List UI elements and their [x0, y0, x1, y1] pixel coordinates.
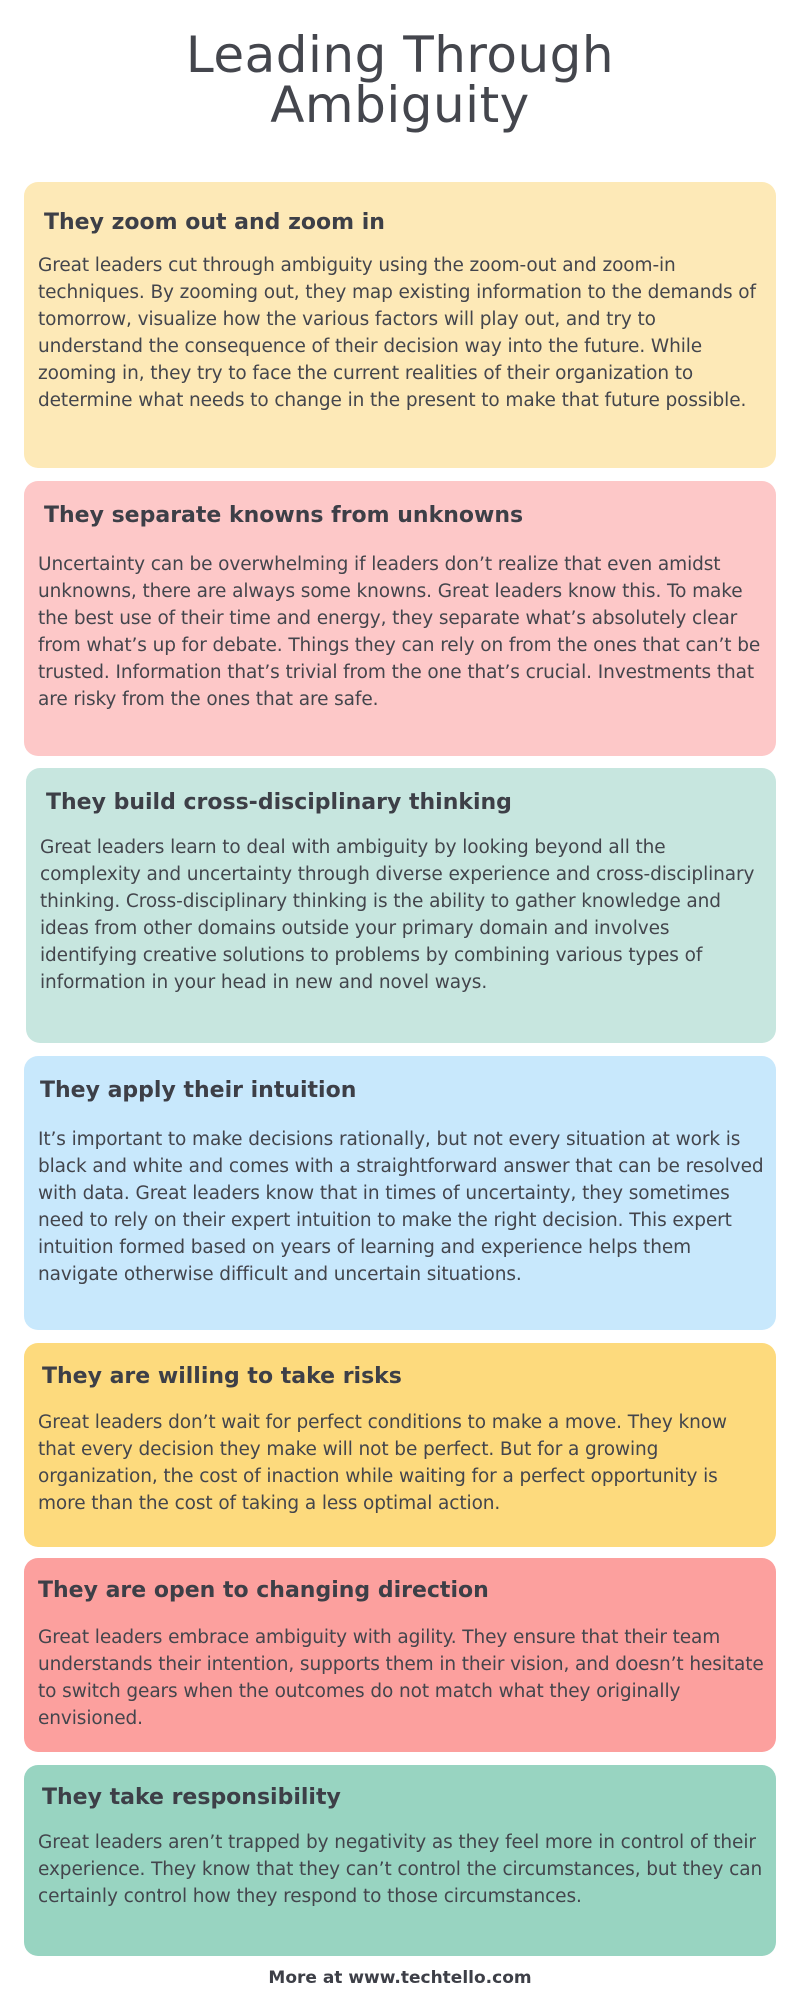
title-line-2: Ambiguity [270, 76, 530, 134]
card-heading: They take responsibility [42, 1785, 341, 1810]
page-title [0, 26, 800, 134]
card-heading: They are open to changing direction [38, 1578, 489, 1603]
card-heading: They apply their intuition [40, 1078, 357, 1103]
card-cross-disciplinary [26, 768, 776, 1043]
card-body: Great leaders don’t wait for perfect conditions to make a move. They know that every decision they make will not be perfect. But for a growing organization, the cost of inaction while waiting for a perfect opportunity is more than the cost of taking a less optimal action. [38, 1412, 727, 1514]
card-knowns-unknowns [24, 481, 776, 756]
card-heading: They separate knowns from unknowns [44, 503, 524, 528]
footer-link-text: More at www.techtello.com [268, 1968, 532, 1988]
card-body: Great leaders aren’t trapped by negativity as they feel more in control of their experience. They know that they can’t control the circumstances, but they can certainly control how they respond to those circumstances. [38, 1832, 763, 1907]
card-heading: They zoom out and zoom in [44, 210, 385, 235]
card-intuition [24, 1056, 776, 1330]
card-zoom-out-zoom-in [24, 182, 776, 468]
card-heading: They build cross-disciplinary thinking [46, 790, 512, 815]
card-body: Uncertainty can be overwhelming if leaders don’t realize that even amidst unknowns, there are always some knowns. Great leaders know this. To make the best use of their time and energy, they separate what’s absolutely clear from what’s up for debate. Things they can rely on from the ones that can’t be trusted. Information that’s trivial from the one that’s crucial. Investments that are risky from the ones that are safe. [38, 554, 761, 710]
title-line-1: Leading Through [185, 26, 615, 84]
card-body: It’s important to make decisions rationally, but not every situation at work is black and white and comes with a straightforward answer that can be resolved with data. Great leaders know that in times of uncertainty, they sometimes need to rely on their expert intuition to make the right decision. This expert intuition formed based on years of learning and experience helps them navigate otherwise difficult and uncertain situations. [38, 1129, 764, 1285]
card-body: Great leaders embrace ambiguity with agility. They ensure that their team understands their intention, supports them in their vision, and doesn’t hesitate to switch gears when the outcomes do not match what they originally envisioned. [38, 1627, 764, 1729]
card-body: Great leaders learn to deal with ambiguity by looking beyond all the complexity and uncertainty through diverse experience and cross-disciplinary thinking. Cross-disciplinary thinking is the ability to gather knowledge and ideas from other domains outside your primary domain and involves identifying creative solutions to problems by combining various types of information in your head in new and novel ways. [40, 837, 755, 993]
card-changing-direction [24, 1558, 776, 1752]
card-take-responsibility [24, 1765, 776, 1956]
card-heading: They are willing to take risks [42, 1364, 402, 1389]
card-take-risks [24, 1343, 776, 1547]
card-body: Great leaders cut through ambiguity using the zoom-out and zoom-in techniques. By zooming out, they map existing information to the demands of tomorrow, visualize how the various factors will play out, and try to understand the consequence of their decision way into the future. While zooming in, they try to face the current realities of their organization to determine what needs to change in the present to make that future possible. [38, 255, 756, 411]
